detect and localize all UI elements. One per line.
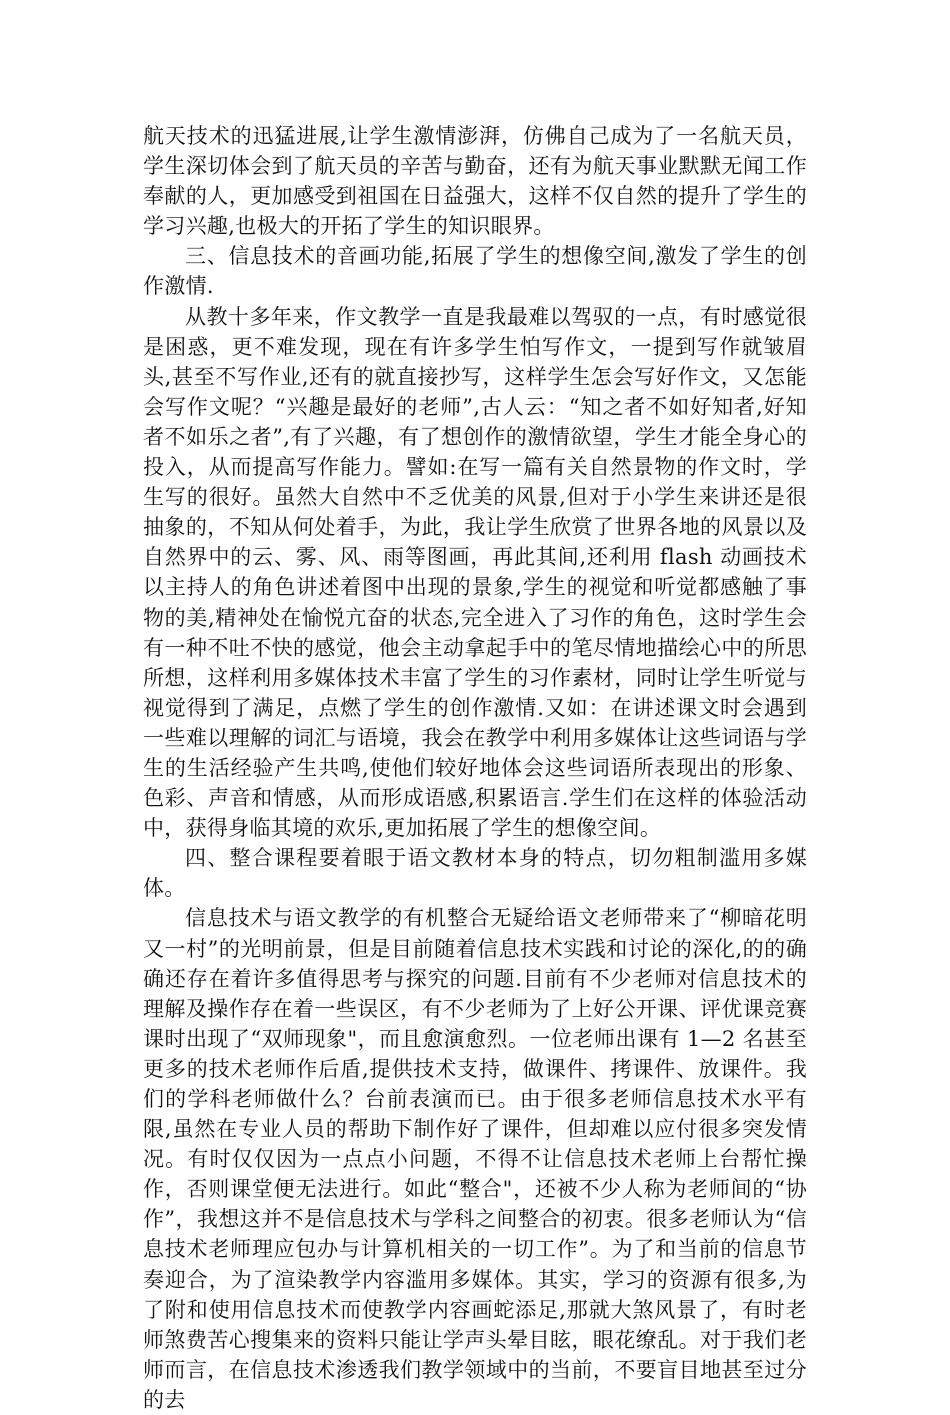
document-body xyxy=(143,121,807,1415)
paragraph-continuation: 航天技术的迅猛进展,让学生激情澎湃，仿佛自己成为了一名航天员，学生深切体会到了航天员的辛苦与勤奋，还有为航天事业默默无闻工作奉献的人，更加感受到祖国在日益强大，这样不仅自然的提升了学生的学习兴趣,也极大的开拓了学生的知识眼界。 xyxy=(143,124,807,239)
paragraph-integration: 信息技术与语文教学的有机整合无疑给语文老师带来了“柳暗花明又一村”的光明前景，但是目前随着信息技术实践和讨论的深化,的的确确还存在着许多值得思考与探究的问题.目前有不少老师对信息技术的理解及操作存在着一些误区，有不少老师为了上好公开课、评优课竞赛课时出现了“双师现象"，而且愈演愈烈。一位老师出课有 1—2 名甚至更多的技术老师作后盾,提供技术支持，做课件、拷课件、放课件。我们的学科老师做什么？台前表演而已。由于很多老师信息技术水平有限,虽然在专业人员的帮助下制作好了课件，但却难以应付很多突发情况。有时仅仅因为一点点小问题，不得不让信息技术老师上台帮忙操作，否则课堂便无法进行。如此“整合"，还被不少人称为老师间的“协作”，我想这并不是信息技术与学科之间整合的初衷。很多老师认为“信息技术老师理应包办与计算机相关的一切工作”。为了和当前的信息节奏迎合，为了渲染教学内容滥用多媒体。其实，学习的资源有很多,为了附和使用信息技术而使教学内容画蛇添足,那就大煞风景了，有时老师煞费苦心搜集来的资料只能让学声头晕目眩，眼花缭乱。对于我们老师而言，在信息技术渗透我们教学领域中的当前，不要盲目地甚至过分的去 xyxy=(143,906,807,1412)
section-heading-three: 三、信息技术的音画功能,拓展了学生的想像空间,激发了学生的创作激情. xyxy=(143,244,807,299)
section-heading-four: 四、整合课程要着眼于语文教材本身的特点，切勿粗制滥用多媒体。 xyxy=(143,846,807,901)
paragraph-writing-teaching: 从教十多年来，作文教学一直是我最难以驾驭的一点，有时感觉很是困惑，更不难发现，现在有许多学生怕写作文，一提到写作就皱眉头,甚至不写作业,还有的就直接抄写，这样学生怎会写好作文，又怎能会写作文呢？“兴趣是最好的老师”,古人云：“知之者不如好知者,好知者不如乐之者”,有了兴趣，有了想创作的激情欲望，学生才能全身心的投入，从而提高写作能力。譬如:在写一篇有关自然景物的作文时，学生写的很好。虽然大自然中不乏优美的风景,但对于小学生来讲还是很抽象的，不知从何处着手，为此，我让学生欣赏了世界各地的风景以及自然界中的云、雾、风、雨等图画，再此其间,还利用 flash 动画技术以主持人的角色讲述着图中出现的景象,学生的视觉和听觉都感触了事物的美,精神处在愉悦亢奋的状态,完全进入了习作的角色，这时学生会有一种不吐不快的感觉，他会主动拿起手中的笔尽情地描绘心中的所思所想，这样利用多媒体技术丰富了学生的习作素材，同时让学生听觉与视觉得到了满足，点燃了学生的创作激情.又如：在讲述课文时会遇到一些难以理解的词汇与语境，我会在教学中利用多媒体让这些词语与学生的生活经验产生共鸣,使他们较好地体会这些词语所表现出的形象、色彩、声音和情感，从而形成语感,积累语言.学生们在这样的体验活动中，获得身临其境的欢乐,更加拓展了学生的想像空间。 xyxy=(143,304,807,841)
